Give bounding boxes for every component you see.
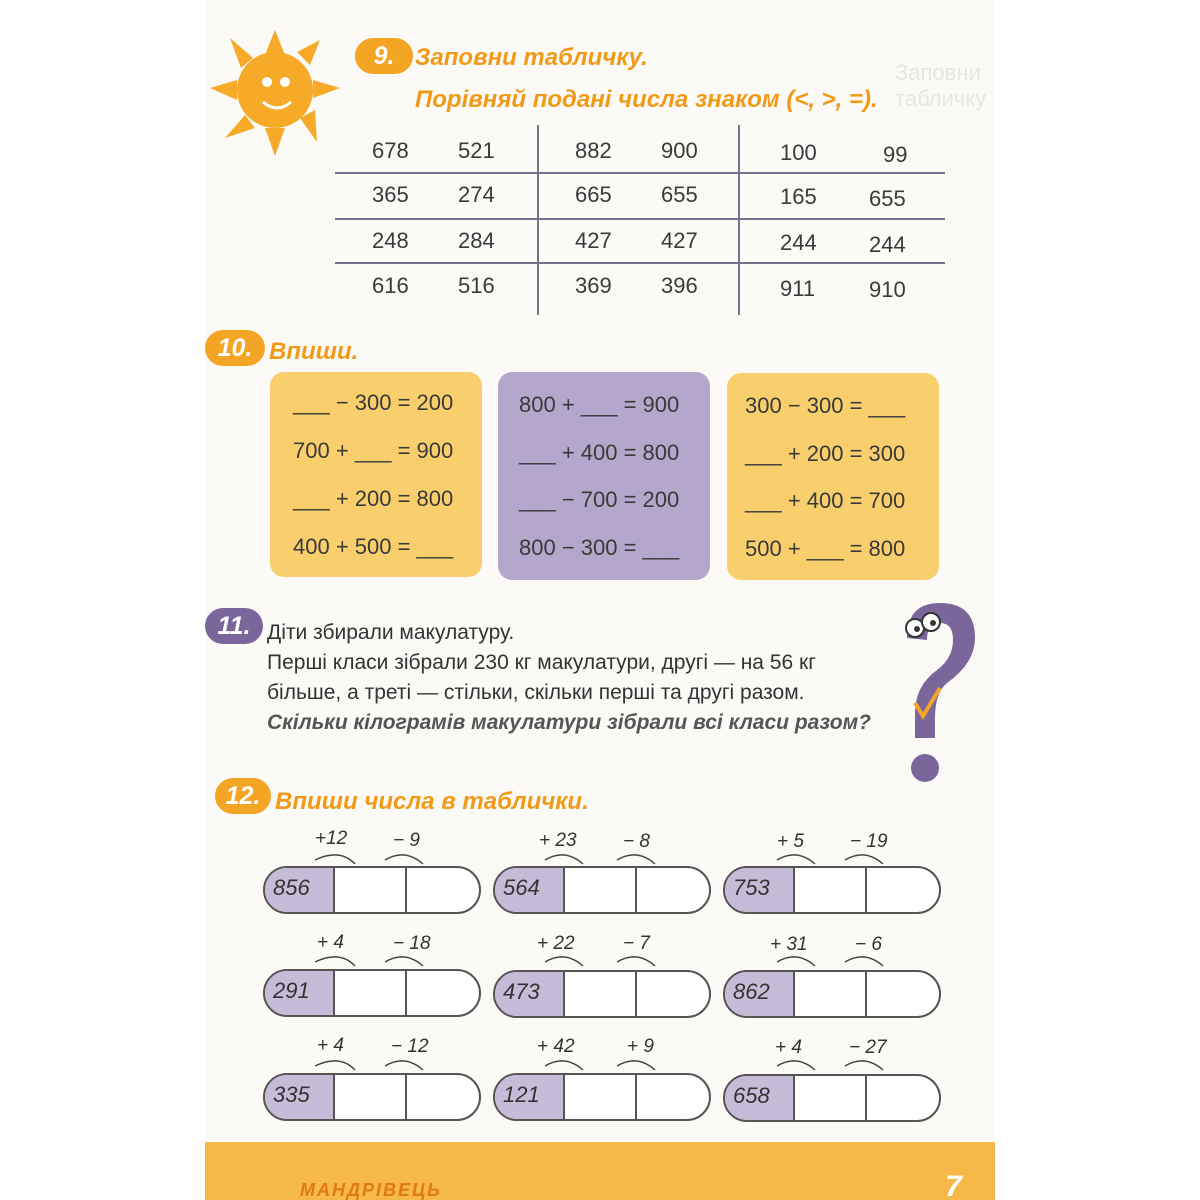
table-cell: 911 [780,276,816,301]
chain-operation: + 4 [317,1035,344,1056]
table-cell: 678 [372,138,409,163]
table-cell: 665 [575,182,612,207]
table-divider [335,218,945,220]
table-cell: 165 [780,184,817,209]
table-cell: 396 [661,273,698,298]
chain-operation: − 18 [393,933,431,954]
chain-start-value: 564 [503,875,540,900]
chain-start-value: 856 [273,875,310,900]
table-cell: 910 [869,277,906,302]
chain-operation: + 4 [317,932,344,953]
table-cell: 655 [661,182,698,207]
chain-operation: + 23 [539,830,577,851]
chain-operation: +12 [315,828,348,849]
chain-operation: + 4 [775,1037,802,1058]
table-cell: 521 [458,138,495,163]
table-cell: 244 [869,232,906,257]
equation: 300 − 300 = ___ [745,393,906,418]
equation: ___ − 700 = 200 [519,487,680,512]
chain-start-value: 473 [503,979,540,1004]
table-cell: 99 [883,142,908,167]
task-9-title-line1: Заповни табличку. [415,44,648,71]
table-cell: 516 [458,273,495,298]
chain-start-value: 335 [273,1082,310,1107]
chain-operation: + 9 [627,1036,654,1057]
question-mark-character-icon [885,598,985,788]
equation: 400 + 500 = ___ [293,534,454,559]
chain-operation: − 7 [623,933,650,954]
chain-operation: − 27 [849,1037,887,1058]
sun-mascot-icon [205,10,365,160]
task-12-badge: 12. [215,778,271,814]
table-cell: 882 [575,138,612,163]
chain-start-value: 753 [733,875,770,900]
task-11-badge: 11. [205,608,263,644]
problem-line: більше, а треті — стільки, скільки перші та другі разом. [267,681,805,704]
table-cell: 100 [780,140,817,165]
table-cell: 900 [661,138,698,163]
table-divider [335,172,945,174]
chain-operation: + 31 [770,934,808,955]
operation-arrows [205,820,995,1120]
table-cell: 369 [575,273,612,298]
task-11-text [267,618,871,738]
chain-operation: − 12 [391,1036,429,1057]
chain-operation: − 9 [393,830,420,851]
equation: 800 + ___ = 900 [519,392,680,417]
task-12-title: Впиши числа в таблички. [275,788,589,815]
table-cell: 248 [372,228,409,253]
chain-start-value: 862 [733,979,770,1004]
chain-operation: − 19 [850,831,888,852]
task-9-badge: 9. [355,38,413,74]
page-number: 7 [945,1170,962,1200]
chain-start-value: 658 [733,1083,770,1108]
chain-operation: + 5 [777,831,804,852]
table-cell: 427 [661,228,698,253]
table-cell: 655 [869,186,906,211]
table-divider [335,262,945,264]
equation: ___ + 200 = 300 [745,441,906,466]
task-10-title: Впиши. [269,338,359,365]
chain-start-value: 291 [273,978,310,1003]
equation: ___ − 300 = 200 [293,390,454,415]
problem-line: Діти збирали макулатуру. [267,621,515,644]
table-cell: 274 [458,182,495,207]
table-divider [537,125,539,315]
table-divider [738,125,740,315]
task-9-title-line2: Порівняй подані числа знаком (<, >, =). [415,86,878,113]
chain-operation: − 6 [855,934,882,955]
equation: 700 + ___ = 900 [293,438,454,463]
equation: 500 + ___ = 800 [745,536,906,561]
equation: ___ + 400 = 800 [519,440,680,465]
chain-start-value: 121 [503,1082,540,1107]
table-cell: 365 [372,182,409,207]
table-cell: 427 [575,228,612,253]
equation: ___ + 200 = 800 [293,486,454,511]
equation: ___ + 400 = 700 [745,488,906,513]
table-cell: 284 [458,228,495,253]
task-10-badge: 10. [205,330,265,366]
table-cell: 616 [372,273,409,298]
workbook-page [205,0,995,1200]
chain-operation: − 8 [623,831,650,852]
equation: 800 − 300 = ___ [519,535,680,560]
problem-line: Перші класи зібрали 230 кг макулатури, другі — на 56 кг [267,651,816,674]
bleed-through-text: Заповни табличку [895,60,987,111]
chain-operation: + 22 [537,933,575,954]
problem-question: Скільки кілограмів макулатури зібрали всі класи разом? [267,711,871,734]
publisher-logo: МАНДРІВЕЦЬ [300,1180,442,1200]
table-cell: 244 [780,230,817,255]
chain-operation: + 42 [537,1036,575,1057]
